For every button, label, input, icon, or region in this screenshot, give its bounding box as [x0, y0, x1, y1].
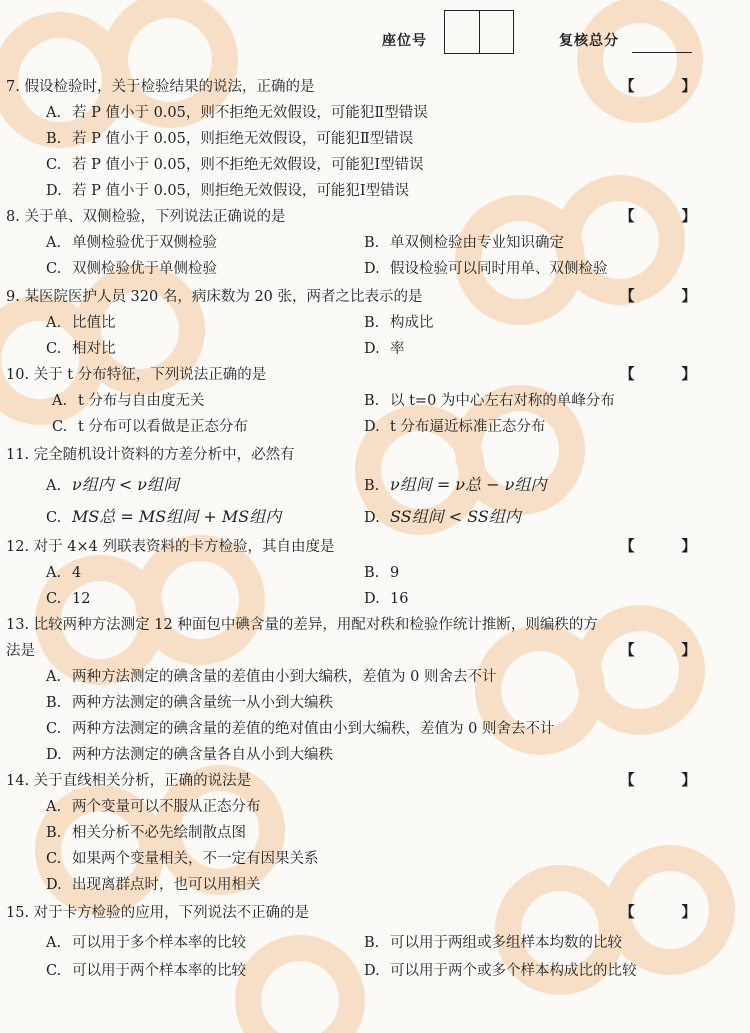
option-letter: D.	[364, 341, 380, 357]
option-letter: D.	[364, 261, 380, 277]
question-8-stem	[6, 208, 285, 226]
answer-bracket-9[interactable]	[620, 288, 696, 306]
option-text: 相关分析不必先绘制散点图	[72, 825, 246, 841]
option-letter: B.	[364, 565, 380, 581]
option-letter: D.	[46, 877, 62, 893]
answer-bracket-7[interactable]	[620, 78, 696, 96]
question-number: 14.	[6, 773, 30, 789]
option-11a	[46, 476, 179, 495]
option-letter: B.	[364, 478, 380, 494]
option-letter: D.	[364, 419, 380, 435]
option-9b	[364, 314, 434, 332]
option-letter: C.	[46, 157, 62, 173]
option-text: 单双侧检验由专业知识确定	[390, 235, 564, 251]
question-number: 10.	[6, 367, 30, 383]
option-letter: B.	[364, 315, 380, 331]
seat-number-box[interactable]	[444, 10, 514, 54]
bracket-open: 【	[620, 904, 635, 921]
option-8a	[46, 234, 217, 252]
question-number: 8.	[6, 209, 20, 225]
option-text: 可以用于两个或多个样本构成比的比较	[390, 963, 637, 979]
bracket-open: 【	[620, 772, 635, 789]
option-letter: C.	[46, 510, 62, 526]
option-letter: C.	[46, 963, 62, 979]
option-text: 两个变量可以不服从正态分布	[72, 799, 261, 815]
question-14-stem	[6, 772, 251, 790]
option-11c	[46, 508, 281, 527]
question-number: 13.	[6, 617, 30, 633]
option-letter: C.	[46, 591, 62, 607]
option-text: 可以用于两个样本率的比较	[72, 963, 246, 979]
review-total-blank[interactable]	[632, 52, 692, 53]
option-12a	[46, 564, 81, 582]
option-9c	[46, 340, 116, 358]
bracket-close: 】	[681, 772, 696, 789]
option-13a	[46, 668, 496, 686]
option-text: 双侧检验优于单侧检验	[72, 261, 217, 277]
bracket-close: 】	[681, 642, 696, 659]
question-number: 7.	[6, 79, 20, 95]
bracket-open: 【	[620, 288, 635, 305]
option-letter: A.	[46, 315, 62, 331]
question-13-stem-cont	[6, 642, 35, 660]
bracket-close: 】	[681, 538, 696, 555]
option-14d	[46, 876, 261, 894]
option-12b	[364, 564, 399, 582]
question-text: 完全随机设计资料的方差分析中，必然有	[33, 447, 295, 463]
question-10-stem	[6, 366, 266, 384]
option-text: 4	[72, 565, 82, 581]
option-text: 相对比	[72, 341, 116, 357]
option-text: 可以用于多个样本率的比较	[72, 935, 246, 951]
question-text: 关于单、双侧检验，下列说法正确说的是	[24, 209, 286, 225]
option-letter: D.	[46, 183, 62, 199]
option-formula: SS组间 < SS组内	[390, 507, 521, 526]
question-text: 法是	[6, 643, 35, 659]
option-text: 如果两个变量相关，不一定有因果关系	[72, 851, 319, 867]
option-8b	[364, 234, 564, 252]
option-letter: A.	[46, 669, 62, 685]
option-letter: A.	[46, 935, 62, 951]
bracket-close: 】	[681, 208, 696, 225]
bracket-close: 】	[681, 288, 696, 305]
answer-bracket-10[interactable]	[620, 366, 696, 384]
option-7b	[46, 130, 413, 148]
bracket-open: 【	[620, 642, 635, 659]
option-text: 两种方法测定的碘含量的差值的绝对值由小到大编秩，差值为 0 则舍去不计	[72, 721, 555, 737]
option-text: 假设检验可以同时用单、双侧检验	[390, 261, 608, 277]
question-text: 关于 t 分布特征，下列说法正确的是	[33, 367, 267, 383]
option-text: 率	[390, 341, 405, 357]
option-14b	[46, 824, 246, 842]
option-14a	[46, 798, 261, 816]
option-text: t 分布与自由度无关	[78, 393, 205, 409]
answer-bracket-13[interactable]	[620, 642, 696, 660]
question-15-stem	[6, 904, 309, 922]
option-letter: A.	[46, 105, 62, 121]
question-number: 9.	[6, 289, 20, 305]
option-text: 比值比	[72, 315, 116, 331]
seat-number-cell[interactable]	[479, 11, 514, 53]
option-letter: B.	[364, 393, 380, 409]
bracket-close: 】	[681, 366, 696, 383]
question-9-stem	[6, 288, 423, 306]
option-15d	[364, 962, 637, 980]
question-number: 11.	[6, 447, 30, 463]
option-7a	[46, 104, 428, 122]
option-letter: D.	[364, 963, 380, 979]
question-7-stem	[6, 78, 314, 96]
option-13c	[46, 720, 554, 738]
option-13d	[46, 746, 333, 764]
watermark-ring	[588, 618, 692, 722]
option-text: 可以用于两组或多组样本均数的比较	[390, 935, 622, 951]
option-8d	[364, 260, 608, 278]
option-text: 两种方法测定的碘含量的差值由小到大编秩，差值为 0 则舍去不计	[72, 669, 497, 685]
option-letter: D.	[46, 747, 62, 763]
option-letter: D.	[364, 591, 380, 607]
question-number: 15.	[6, 905, 30, 921]
option-text: 以 t=0 为中心左右对称的单峰分布	[390, 393, 615, 409]
question-12-stem	[6, 538, 335, 556]
option-letter: C.	[46, 341, 62, 357]
option-14c	[46, 850, 319, 868]
question-text: 对于 4×4 列联表资料的卡方检验，其自由度是	[33, 539, 335, 555]
option-10d	[364, 418, 545, 436]
option-letter: C.	[46, 261, 62, 277]
answer-bracket-14[interactable]	[620, 772, 696, 790]
option-8c	[46, 260, 217, 278]
option-text: 两种方法测定的碘含量统一从小到大编秩	[72, 695, 333, 711]
option-text: 单侧检验优于双侧检验	[72, 235, 217, 251]
option-text: 12	[72, 591, 91, 607]
review-total-label: 复核总分	[559, 33, 619, 49]
option-letter: C.	[46, 721, 62, 737]
option-letter: B.	[46, 695, 62, 711]
option-letter: A.	[46, 478, 62, 494]
option-11b	[364, 476, 546, 495]
option-10b	[364, 392, 615, 410]
option-letter: D.	[364, 510, 380, 526]
option-15a	[46, 934, 246, 952]
option-9a	[46, 314, 116, 332]
option-13b	[46, 694, 333, 712]
option-text: t 分布可以看做是正态分布	[78, 419, 248, 435]
question-text: 比较两种方法测定 12 种面包中碘含量的差异，用配对秩和检验作统计推断，则编秩的方	[33, 617, 598, 633]
bracket-close: 】	[681, 904, 696, 921]
option-text: 若 P 值小于 0.05，则拒绝无效假设，可能犯Ⅱ型错误	[72, 131, 414, 147]
option-letter: A.	[52, 393, 68, 409]
option-15c	[46, 962, 246, 980]
bracket-open: 【	[620, 366, 635, 383]
option-7d	[46, 182, 409, 200]
watermark-ring	[248, 948, 352, 1033]
option-formula: ν组间 = ν总 − ν组内	[390, 475, 547, 494]
option-letter: C.	[52, 419, 68, 435]
option-letter: B.	[46, 131, 62, 147]
option-letter: B.	[364, 235, 380, 251]
option-letter: B.	[364, 935, 380, 951]
option-10c	[52, 418, 248, 436]
option-7c	[46, 156, 424, 174]
question-13-stem	[6, 616, 598, 634]
bracket-open: 【	[620, 208, 635, 225]
option-letter: A.	[46, 235, 62, 251]
option-12c	[46, 590, 90, 608]
option-11d	[364, 508, 521, 527]
seat-number-label: 座位号	[382, 33, 427, 49]
option-12d	[364, 590, 408, 608]
answer-bracket-8[interactable]	[620, 208, 696, 226]
option-letter: B.	[46, 825, 62, 841]
option-text: 若 P 值小于 0.05，则不拒绝无效假设，可能犯Ⅰ型错误	[72, 157, 424, 173]
option-formula: ν组内 < ν组间	[72, 475, 180, 494]
option-text: 若 P 值小于 0.05，则不拒绝无效假设，可能犯Ⅱ型错误	[72, 105, 428, 121]
option-text: t 分布逼近标准正态分布	[390, 419, 546, 435]
option-letter: C.	[46, 851, 62, 867]
option-letter: A.	[46, 565, 62, 581]
option-10a	[52, 392, 204, 410]
exam-header	[0, 8, 750, 56]
option-text: 若 P 值小于 0.05，则拒绝无效假设，可能犯Ⅰ型错误	[72, 183, 410, 199]
option-letter: A.	[46, 799, 62, 815]
question-text: 某医院医护人员 320 名，病床数为 20 张，两者之比表示的是	[24, 289, 423, 305]
question-text: 关于直线相关分析，正确的说法是	[33, 773, 252, 789]
option-text: 16	[390, 591, 409, 607]
seat-number-cell[interactable]	[445, 11, 479, 53]
option-formula: MS总 = MS组间 + MS组内	[72, 507, 282, 526]
answer-bracket-12[interactable]	[620, 538, 696, 556]
question-text: 对于卡方检验的应用，下列说法不正确的是	[33, 905, 310, 921]
question-11-stem	[6, 446, 295, 464]
bracket-open: 【	[620, 78, 635, 95]
option-text: 9	[390, 565, 400, 581]
question-text: 假设检验时，关于检验结果的说法，正确的是	[24, 79, 315, 95]
watermark-ring	[148, 548, 252, 652]
question-number: 12.	[6, 539, 30, 555]
bracket-close: 】	[681, 78, 696, 95]
option-15b	[364, 934, 622, 952]
bracket-open: 【	[620, 538, 635, 555]
option-text: 构成比	[390, 315, 434, 331]
answer-bracket-15[interactable]	[620, 904, 696, 922]
option-9d	[364, 340, 405, 358]
option-text: 两种方法测定的碘含量各自从小到大编秩	[72, 747, 333, 763]
option-text: 出现离群点时，也可以用相关	[72, 877, 261, 893]
